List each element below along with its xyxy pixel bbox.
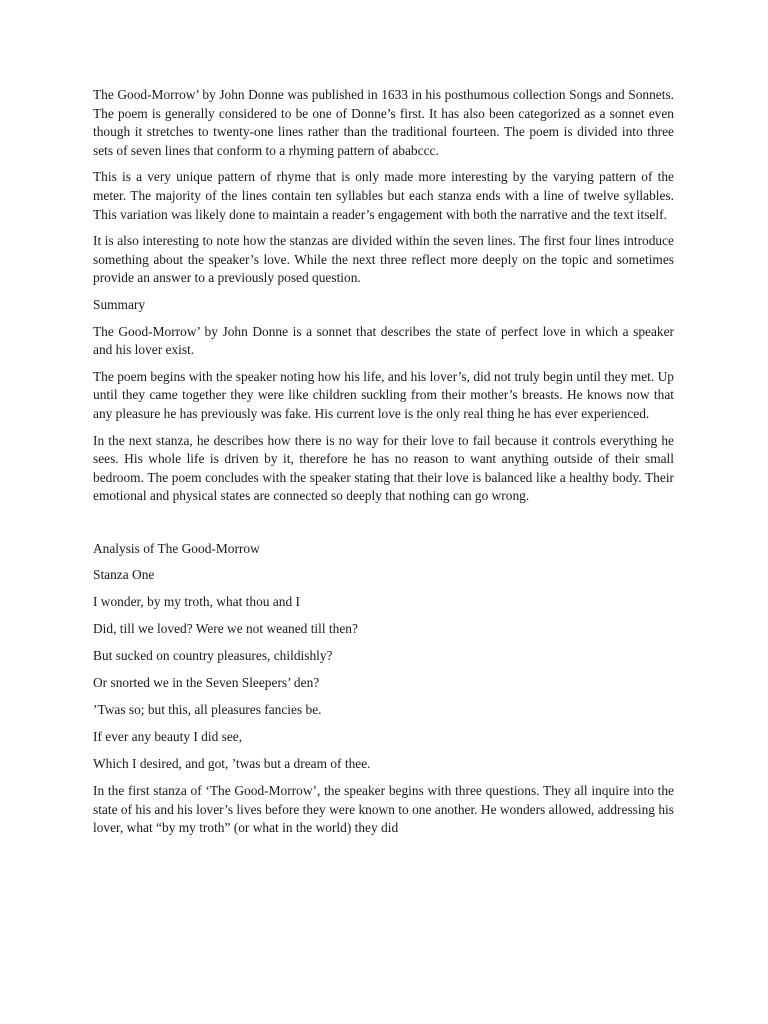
intro-paragraph-1: The Good-Morrow’ by John Donne was published in 1633 in his posthumous collection Songs and Sonnets. The poem is generally considered to be one of Donne’s first. It has also been categorized as a sonnet even though it stretches to twenty-one lines rather than the traditional fourteen. The poem is divided into three sets of seven lines that conform to a rhyming pattern of ababccc. [93, 87, 674, 158]
summary-heading: Summary [93, 296, 146, 312]
intro-paragraph-3: It is also interesting to note how the stanzas are divided within the seven lines. The first four lines introduce something about the speaker’s love. While the next three reflect more deeply on the topic and sometimes provide an answer to a previously posed question. [93, 233, 674, 286]
poem-line-1: I wonder, by my troth, what thou and I [93, 594, 300, 610]
poem-line-6: If ever any beauty I did see, [93, 728, 243, 744]
poem-line-5: ’Twas so; but this, all pleasures fancies be. [93, 702, 322, 717]
summary-paragraph-3: In the next stanza, he describes how there is no way for their love to fail because it controls everything he sees. His whole life is driven by it, therefore he has no reason to want anything outside of their small bedroom. The poem concludes with the speaker stating that their love is balanced like a healthy body. Their emotional and physical states are connected so deeply that nothing can go wrong. [93, 432, 674, 504]
analysis-paragraph: In the first stanza of ‘The Good-Morrow’, the speaker begins with three questions. They all inquire into the state of his and his lover’s lives before they were known to one another. He wonders allowed, addressing his lover, what “by my troth” (or what in the world) they did [93, 782, 674, 836]
section-spacer [93, 514, 674, 540]
intro-paragraph-2: This is a very unique pattern of rhyme that is only made more interesting by the varying pattern of the meter. The majority of the lines contain ten syllables but each stanza ends with a line of twelve syllables. This variation was likely done to maintain a reader’s engagement with both the narrative and the text itself. [93, 169, 674, 222]
poem-line-4: Or snorted we in the Seven Sleepers’ den? [93, 675, 320, 691]
stanza-heading: Stanza One [93, 567, 155, 583]
poem-line-7: Which I desired, and got, ’twas but a dream of thee. [93, 755, 371, 771]
summary-paragraph-1: The Good-Morrow’ by John Donne is a sonnet that describes the state of perfect love in which a speaker and his lover exist. [93, 323, 674, 358]
poem-line-2: Did, till we loved? Were we not weaned till then? [93, 621, 358, 637]
poem-line-3: But sucked on country pleasures, childishly? [93, 648, 333, 664]
analysis-heading: Analysis of The Good-Morrow [93, 540, 260, 556]
document-body [93, 86, 674, 846]
summary-paragraph-2: The poem begins with the speaker noting how his life, and his lover’s, did not truly begin until they met. Up until they came together they were like children suckling from their mother’s breasts. He knows now that any pleasure he has previously was fake. His current love is the only real thing he has ever experienced. [93, 368, 674, 421]
